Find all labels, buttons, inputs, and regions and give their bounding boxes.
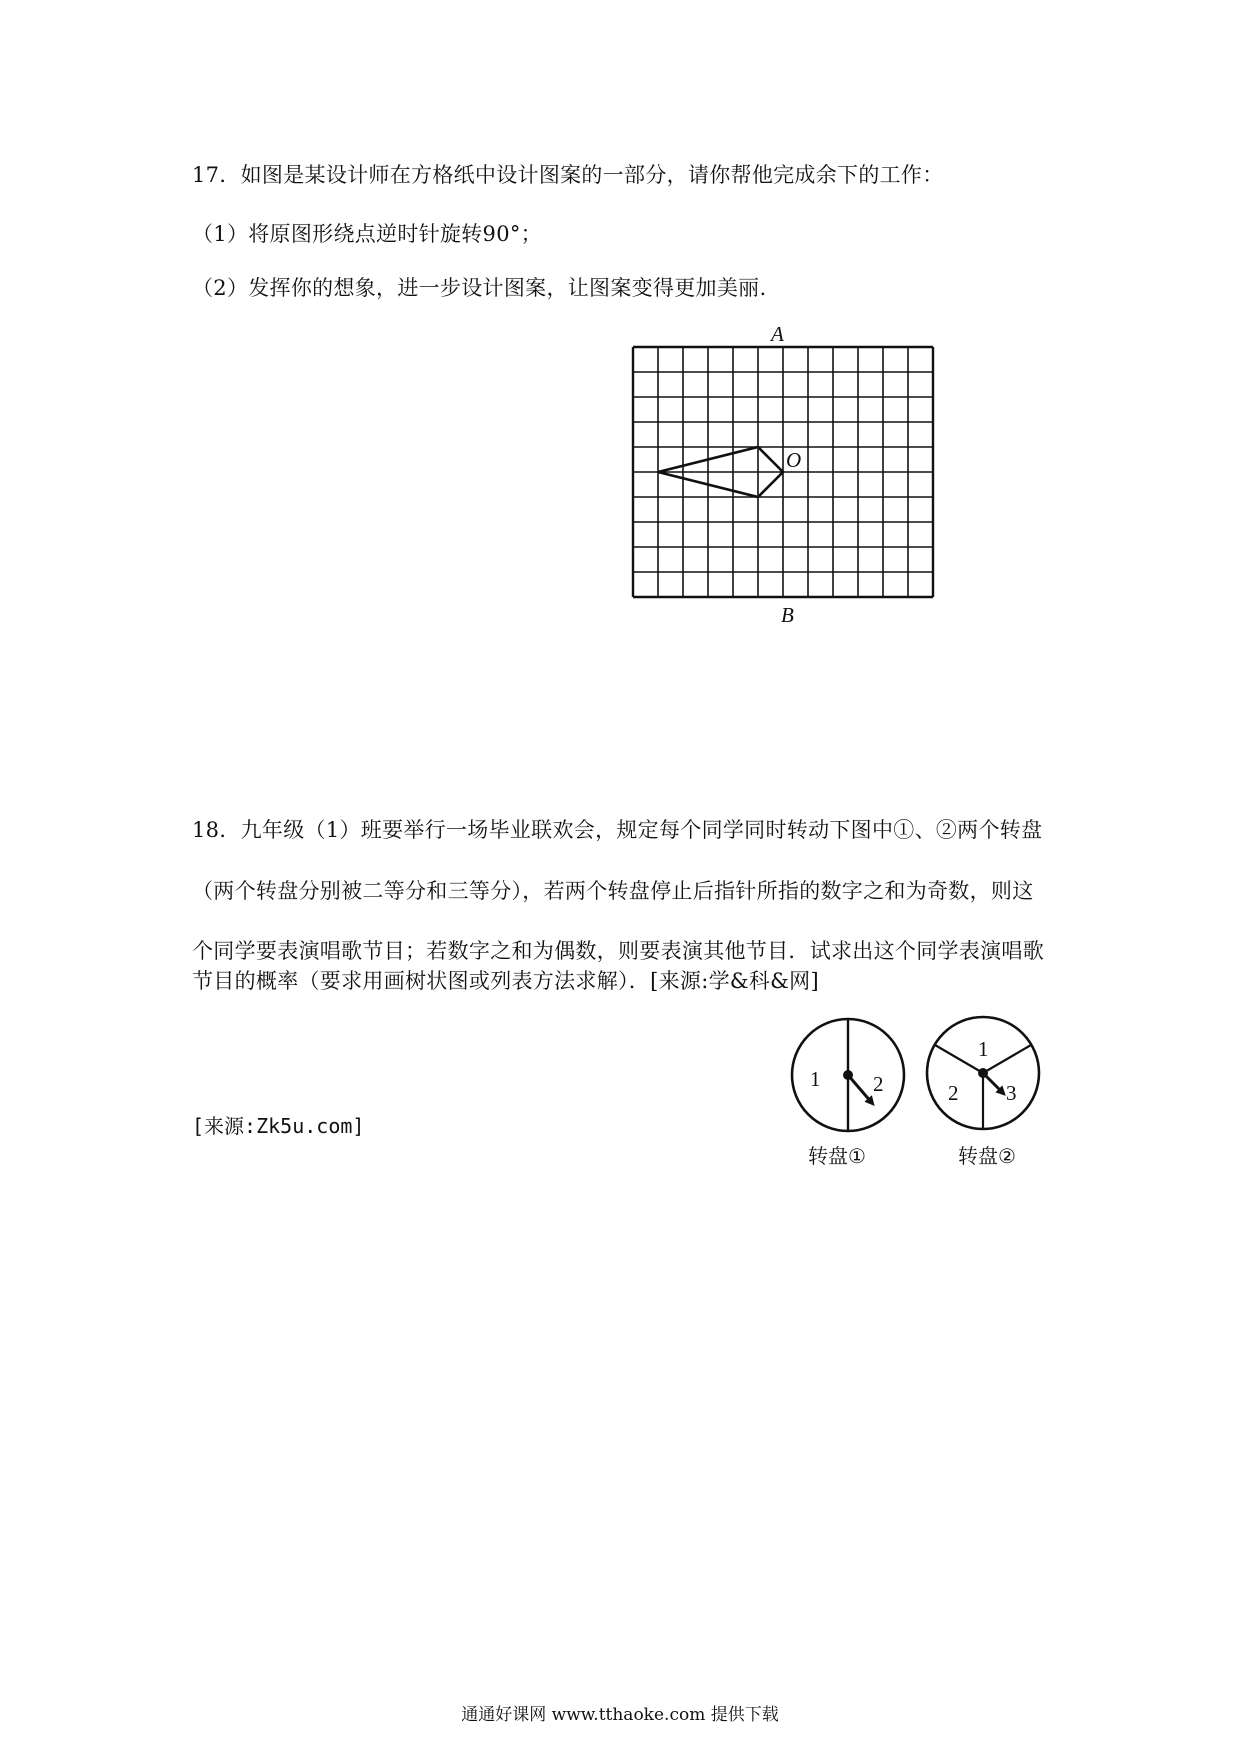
spinner-2-caption: 转盘② [958,1144,1016,1168]
spinner-1-sector-1: 1 [810,1067,821,1091]
source-note: [来源:Zk5u.com] [192,1114,365,1138]
spinner-1 [792,1019,904,1168]
label-a: A [771,322,784,346]
spinner-2-pointer [983,1073,1003,1093]
spinner-1-pointer [848,1075,872,1103]
q17-stem: 17．如图是某设计师在方格纸中设计图案的一部分，请你帮他完成余下的工作： [192,163,944,187]
label-b: B [781,603,794,627]
q17-part2: （2）发挥你的想象，进一步设计图案，让图案变得更加美丽. [192,276,767,300]
q17-part1: （1）将原图形绕点逆时针旋转90°； [192,222,542,246]
q18-line-4: 节目的概率（要求用画树状图或列表方法求解）．[来源:学&科&网] [192,969,819,993]
q18-line-2: （两个转盘分别被二等分和三等分），若两个转盘停止后指针所指的数字之和为奇数，则这 [192,879,1034,903]
spinner-2 [927,1017,1039,1168]
spinner-1-sector-2: 2 [873,1072,884,1096]
spinner-2-sector-1: 1 [978,1037,989,1061]
spinner-2-sector-3: 3 [1006,1081,1017,1105]
footer: 通通好课网 www.tthaoke.com 提供下载 [461,1705,779,1725]
spinner-2-sector-2: 2 [948,1081,959,1105]
q18-line-3: 个同学要表演唱歌节目；若数字之和为偶数，则要表演其他节目．试求出这个同学表演唱歌 [192,939,1044,963]
spinner-1-caption: 转盘① [808,1144,866,1168]
label-o: O [786,448,802,472]
q18-line-1: 18．九年级（1）班要举行一场毕业联欢会，规定每个同学同时转动下图中①、②两个转盘 [192,818,1043,842]
